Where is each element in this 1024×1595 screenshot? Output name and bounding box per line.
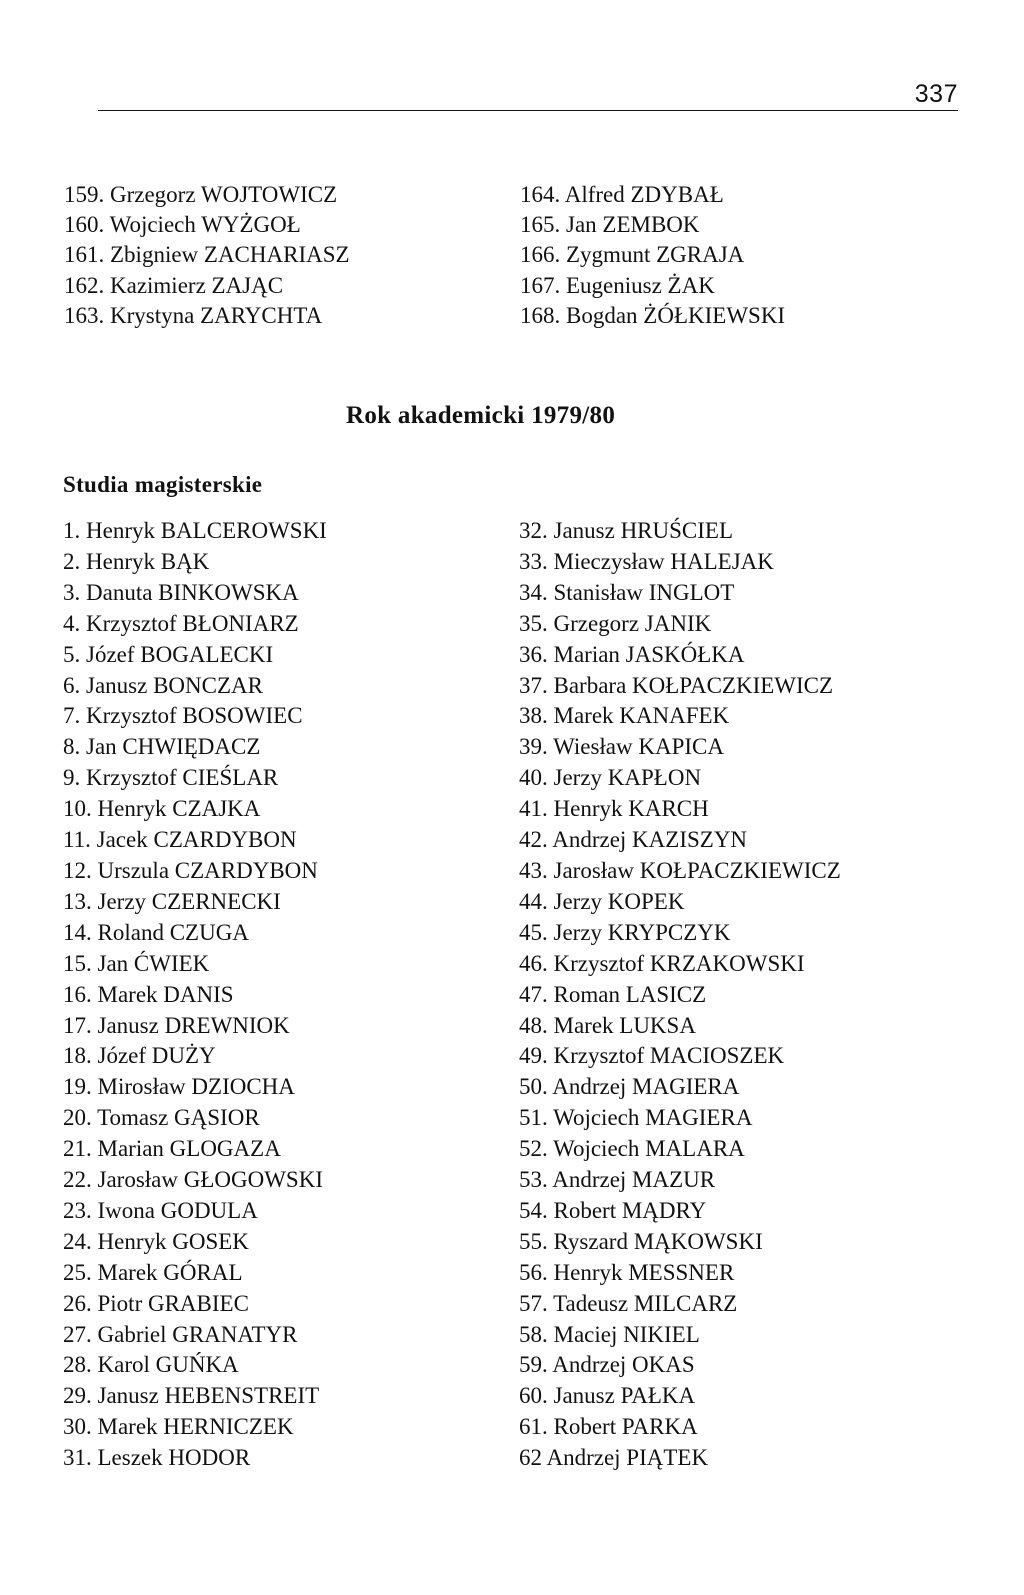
list-item: 8. Jan CHWIĘDACZ <box>63 734 261 760</box>
continued-list-right <box>520 180 785 331</box>
list-item: 53. Andrzej MAZUR <box>519 1167 716 1193</box>
list-item: 165. Jan ZEMBOK <box>520 212 700 238</box>
list-item: 35. Grzegorz JANIK <box>519 610 712 636</box>
list-item: 56. Henryk MESSNER <box>519 1259 735 1285</box>
list-item: 7. Krzysztof BOSOWIEC <box>63 703 303 729</box>
list-item: 59. Andrzej OKAS <box>519 1352 695 1378</box>
list-item: 28. Karol GUŃKA <box>63 1352 239 1378</box>
list-item: 21. Marian GLOGAZA <box>63 1136 281 1162</box>
list-item: 52. Wojciech MALARA <box>519 1136 745 1162</box>
list-item: 13. Jerzy CZERNECKI <box>63 888 281 914</box>
list-item: 43. Jarosław KOŁPACZKIEWICZ <box>519 857 841 883</box>
list-item: 61. Robert PARKA <box>519 1414 698 1440</box>
list-item: 9. Krzysztof CIEŚLAR <box>63 765 279 791</box>
list-item: 15. Jan ĆWIEK <box>63 950 210 976</box>
list-item: 47. Roman LASICZ <box>519 981 707 1007</box>
list-item: 40. Jerzy KAPŁON <box>519 765 702 791</box>
list-item: 4. Krzysztof BŁONIARZ <box>63 610 299 636</box>
list-item: 46. Krzysztof KRZAKOWSKI <box>519 950 805 976</box>
list-item: 162. Kazimierz ZAJĄC <box>64 272 284 298</box>
list-item: 24. Henryk GOSEK <box>63 1228 249 1254</box>
list-item: 44. Jerzy KOPEK <box>519 888 685 914</box>
list-item: 54. Robert MĄDRY <box>519 1197 707 1223</box>
list-item: 22. Jarosław GŁOGOWSKI <box>63 1167 323 1193</box>
list-item: 26. Piotr GRABIEC <box>63 1290 249 1316</box>
continued-list-left <box>64 180 350 331</box>
list-item: 32. Janusz HRUŚCIEL <box>519 518 734 543</box>
list-item: 5. Józef BOGALECKI <box>63 641 274 667</box>
list-item: 25. Marek GÓRAL <box>63 1259 243 1285</box>
list-item: 10. Henryk CZAJKA <box>63 796 261 822</box>
list-item: 58. Maciej NIKIEL <box>519 1321 700 1347</box>
list-item: 34. Stanisław INGLOT <box>519 579 735 605</box>
list-item: 16. Marek DANIS <box>63 981 234 1007</box>
student-list-left <box>63 516 327 1474</box>
list-item: 57. Tadeusz MILCARZ <box>519 1290 738 1316</box>
list-item: 23. Iwona GODULA <box>63 1197 258 1223</box>
list-item: 37. Barbara KOŁPACZKIEWICZ <box>519 672 834 698</box>
list-item: 168. Bogdan ŻÓŁKIEWSKI <box>520 302 786 328</box>
list-item: 164. Alfred ZDYBAŁ <box>520 182 724 207</box>
list-item: 159. Grzegorz WOJTOWICZ <box>64 182 338 207</box>
list-item: 62 Andrzej PIĄTEK <box>519 1445 709 1471</box>
list-item: 19. Mirosław DZIOCHA <box>63 1074 295 1100</box>
list-item: 48. Marek LUKSA <box>519 1012 696 1038</box>
list-item: 55. Ryszard MĄKOWSKI <box>519 1228 763 1254</box>
list-item: 14. Roland CZUGA <box>63 919 249 945</box>
list-item: 167. Eugeniusz ŻAK <box>520 272 715 298</box>
list-item: 31. Leszek HODOR <box>63 1445 251 1471</box>
section-heading: Rok akademicki 1979/80 <box>346 402 616 429</box>
list-item: 20. Tomasz GĄSIOR <box>63 1105 260 1131</box>
list-item: 30. Marek HERNICZEK <box>63 1414 294 1440</box>
header-rule <box>98 110 958 111</box>
list-item: 36. Marian JASKÓŁKA <box>519 641 745 667</box>
list-item: 41. Henryk KARCH <box>519 796 709 822</box>
list-item: 38. Marek KANAFEK <box>519 703 730 729</box>
list-item: 17. Janusz DREWNIOK <box>63 1012 290 1038</box>
list-item: 42. Andrzej KAZISZYN <box>519 827 748 853</box>
student-list-right <box>519 516 841 1474</box>
page-number: 337 <box>914 80 958 108</box>
list-item: 3. Danuta BINKOWSKA <box>63 579 299 605</box>
list-item: 2. Henryk BĄK <box>63 548 210 574</box>
list-item: 49. Krzysztof MACIOSZEK <box>519 1043 785 1069</box>
list-item: 6. Janusz BONCZAR <box>63 672 263 698</box>
list-item: 33. Mieczysław HALEJAK <box>519 548 774 574</box>
list-item: 160. Wojciech WYŻGOŁ <box>64 212 301 238</box>
subsection-heading: Studia magisterskie <box>63 472 263 497</box>
list-item: 163. Krystyna ZARYCHTA <box>64 302 323 328</box>
list-item: 51. Wojciech MAGIERA <box>519 1105 753 1131</box>
list-item: 60. Janusz PAŁKA <box>519 1383 696 1409</box>
list-item: 1. Henryk BALCEROWSKI <box>63 518 327 543</box>
list-item: 161. Zbigniew ZACHARIASZ <box>64 242 350 268</box>
list-item: 12. Urszula CZARDYBON <box>63 857 318 883</box>
list-item: 18. Józef DUŻY <box>63 1043 216 1069</box>
list-item: 29. Janusz HEBENSTREIT <box>63 1383 320 1409</box>
list-item: 166. Zygmunt ZGRAJA <box>520 242 745 268</box>
list-item: 50. Andrzej MAGIERA <box>519 1074 740 1100</box>
list-item: 27. Gabriel GRANATYR <box>63 1321 298 1347</box>
list-item: 39. Wiesław KAPICA <box>519 734 725 760</box>
list-item: 11. Jacek CZARDYBON <box>63 827 297 853</box>
list-item: 45. Jerzy KRYPCZYK <box>519 919 731 945</box>
